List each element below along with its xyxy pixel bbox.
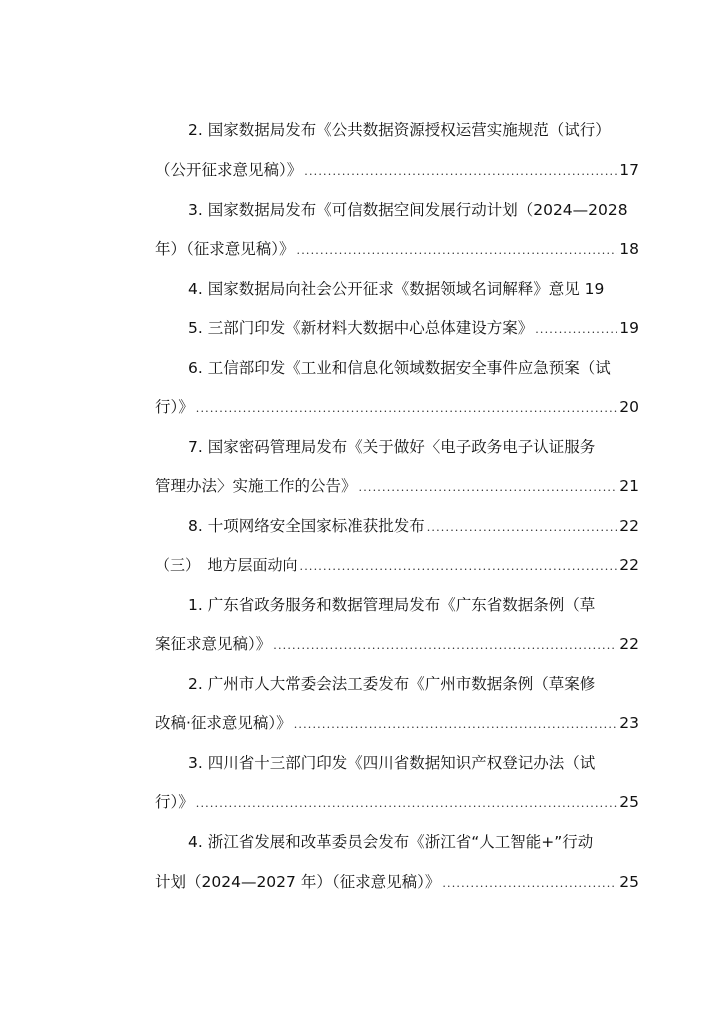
- toc-entry-line[interactable]: [155, 870, 639, 894]
- toc-entry-text: 行）》: [155, 793, 194, 811]
- toc-page-number: 17: [619, 161, 639, 179]
- dot-leader: [294, 715, 618, 735]
- toc-section-line[interactable]: [155, 553, 639, 577]
- toc-page-number: 18: [619, 240, 639, 258]
- dot-leader: [297, 241, 618, 261]
- toc-page-number: 22: [619, 517, 639, 535]
- toc-page-number: 25: [619, 793, 639, 811]
- toc-entry-line[interactable]: [188, 672, 639, 696]
- toc-entry-text: 年）（征求意见稿）》: [155, 240, 295, 258]
- toc-entry-line[interactable]: [188, 593, 639, 617]
- toc-entry-line[interactable]: [188, 277, 639, 301]
- toc-entry-text: 4. 浙江省发展和改革委员会发布《浙江省“人工智能+”行动: [188, 833, 594, 851]
- toc-entry-text: 案征求意见稿）》: [155, 635, 272, 653]
- toc-entry-line[interactable]: [188, 316, 639, 340]
- toc-page-number: 25: [619, 873, 639, 891]
- toc-entry-text: 7. 国家密码管理局发布《关于做好〈电子政务电子认证服务: [188, 438, 596, 456]
- dot-leader: [196, 399, 618, 419]
- toc-section-heading: （三） 地方层面动向: [155, 556, 298, 574]
- toc-entry-text: 2. 广州市人大常委会法工委发布《广州市数据条例（草案修: [188, 675, 596, 693]
- toc-page-number: 23: [619, 714, 639, 732]
- toc-entry-line[interactable]: [155, 158, 639, 182]
- toc-entry-text: 3. 四川省十三部门印发《四川省数据知识产权登记办法（试: [188, 754, 596, 772]
- toc-entry-text: （公开征求意见稿）》: [155, 161, 303, 179]
- toc-page-number: 22: [619, 556, 639, 574]
- toc-entry-text: 3. 国家数据局发布《可信数据空间发展行动计划（2024—2028: [188, 201, 628, 219]
- toc-entry-line[interactable]: [155, 632, 639, 656]
- toc-entry-line[interactable]: [188, 356, 639, 380]
- toc-entry-line[interactable]: [155, 237, 639, 261]
- toc-entry-line[interactable]: [155, 790, 639, 814]
- toc-entry-text: 5. 三部门印发《新材料大数据中心总体建设方案》: [188, 319, 534, 337]
- toc-entry-text: 4. 国家数据局向社会公开征求《数据领域名词解释》意见 19: [188, 280, 605, 298]
- toc-entry-text: 2. 国家数据局发布《公共数据资源授权运营实施规范（试行）: [188, 121, 611, 139]
- dot-leader: [273, 636, 617, 656]
- toc-page-number: 21: [619, 477, 639, 495]
- toc-entry-text: 行）》: [155, 398, 194, 416]
- dot-leader: [442, 874, 617, 894]
- toc-entry-line[interactable]: [188, 435, 639, 459]
- toc-entry-line[interactable]: [188, 118, 639, 142]
- toc-entry-text: 改稿·征求意见稿）》: [155, 714, 292, 732]
- toc-entry-line[interactable]: [155, 474, 639, 498]
- toc-entry-line[interactable]: [155, 395, 639, 419]
- toc-entry-text: 1. 广东省政务服务和数据管理局发布《广东省数据条例（草: [188, 596, 596, 614]
- toc-entry-line[interactable]: [188, 514, 639, 538]
- toc-page-number: 20: [619, 398, 639, 416]
- dot-leader: [359, 478, 618, 498]
- dot-leader: [196, 794, 618, 814]
- dot-leader: [304, 162, 617, 182]
- toc-entry-line[interactable]: [155, 711, 639, 735]
- toc-page-number: 19: [619, 319, 639, 337]
- toc-entry-line[interactable]: [188, 830, 639, 854]
- toc-page-number: 22: [619, 635, 639, 653]
- toc-entry-text: 管理办法〉实施工作的公告》: [155, 477, 357, 495]
- toc-entry-text: 8. 十项网络安全国家标准获批发布: [188, 517, 425, 535]
- toc-entry-text: 计划（2024—2027 年）（征求意见稿）》: [155, 873, 441, 891]
- toc-entry-line[interactable]: [188, 198, 639, 222]
- toc-entry-line[interactable]: [188, 751, 639, 775]
- dot-leader: [300, 557, 618, 577]
- dot-leader: [427, 518, 618, 538]
- dot-leader: [535, 320, 617, 340]
- toc-entry-text: 6. 工信部印发《工业和信息化领域数据安全事件应急预案（试: [188, 359, 611, 377]
